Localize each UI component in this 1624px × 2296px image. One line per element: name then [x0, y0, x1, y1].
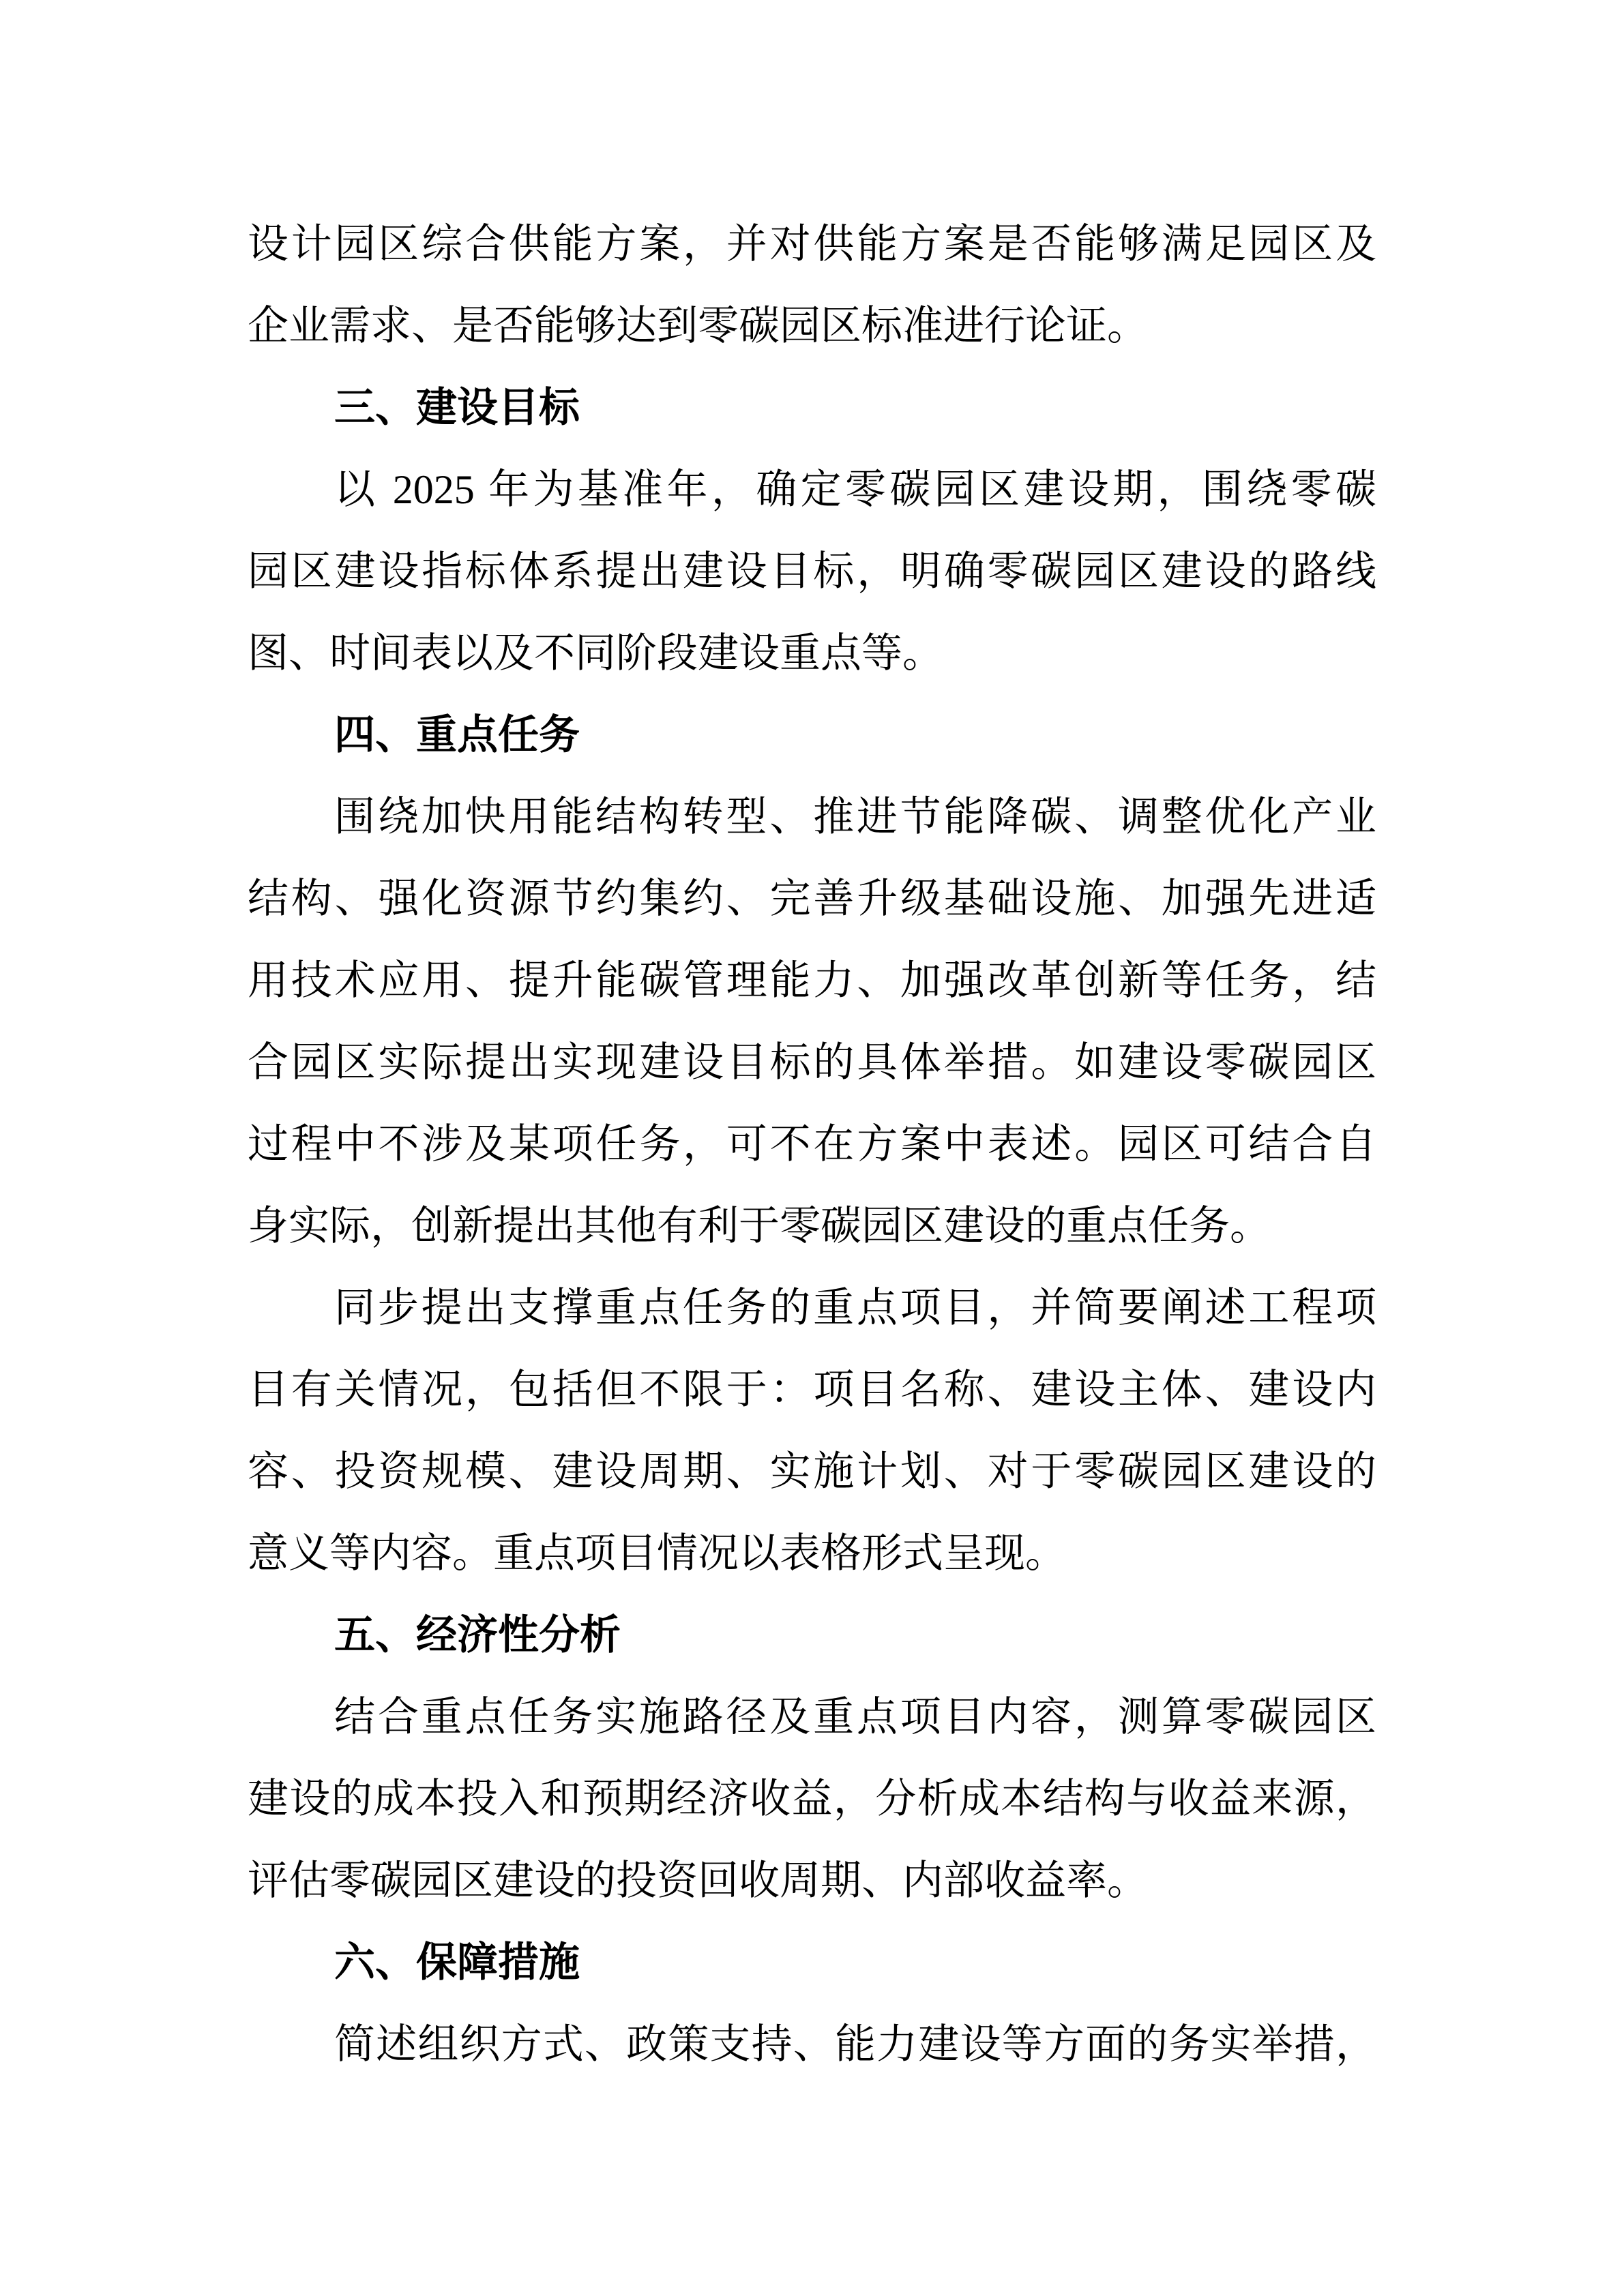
body-line: 评估零碳园区建设的投资回收周期、内部收益率。 [248, 1858, 1148, 1903]
body-line: 以 2025 年为基准年，确定零碳园区建设期，围绕零碳 [334, 467, 1376, 512]
body-line: 简述组织方式、政策支持、能力建设等方面的务实举措， [334, 2022, 1376, 2067]
body-line: 合园区实际提出实现建设目标的具体举措。如建设零碳园区 [248, 1040, 1376, 1085]
body-line: 用技术应用、提升能碳管理能力、加强改革创新等任务，结 [248, 958, 1376, 1003]
body-line: 设计园区综合供能方案，并对供能方案是否能够满足园区及 [248, 222, 1376, 267]
body-line: 园区建设指标体系提出建设目标，明确零碳园区建设的路线 [248, 549, 1376, 594]
body-line: 建设的成本投入和预期经济收益，分析成本结构与收益来源， [248, 1776, 1376, 1821]
body-line: 目有关情况，包括但不限于：项目名称、建设主体、建设内 [248, 1367, 1376, 1412]
body-line: 过程中不涉及某项任务，可不在方案中表述。园区可结合自 [248, 1122, 1376, 1167]
body-line: 企业需求、是否能够达到零碳园区标准进行论证。 [248, 303, 1148, 348]
body-line: 围绕加快用能结构转型、推进节能降碳、调整优化产业 [334, 794, 1376, 839]
section-heading-construction-goals: 三、建设目标 [334, 385, 580, 430]
body-line: 同步提出支撑重点任务的重点项目，并简要阐述工程项 [334, 1285, 1376, 1330]
section-heading-economic-analysis: 五、经济性分析 [334, 1612, 621, 1658]
section-heading-key-tasks: 四、重点任务 [334, 712, 580, 758]
body-line: 图、时间表以及不同阶段建设重点等。 [248, 631, 943, 676]
section-heading-safeguard-measures: 六、保障措施 [334, 1939, 580, 1985]
body-line: 结合重点任务实施路径及重点项目内容，测算零碳园区 [334, 1695, 1376, 1740]
text-column [248, 203, 1376, 2085]
body-line: 意义等内容。重点项目情况以表格形式呈现。 [248, 1531, 1066, 1576]
body-line: 容、投资规模、建设周期、实施计划、对于零碳园区建设的 [248, 1449, 1376, 1494]
body-line: 身实际，创新提出其他有利于零碳园区建设的重点任务。 [248, 1204, 1271, 1249]
body-line: 结构、强化资源节约集约、完善升级基础设施、加强先进适 [248, 876, 1376, 921]
